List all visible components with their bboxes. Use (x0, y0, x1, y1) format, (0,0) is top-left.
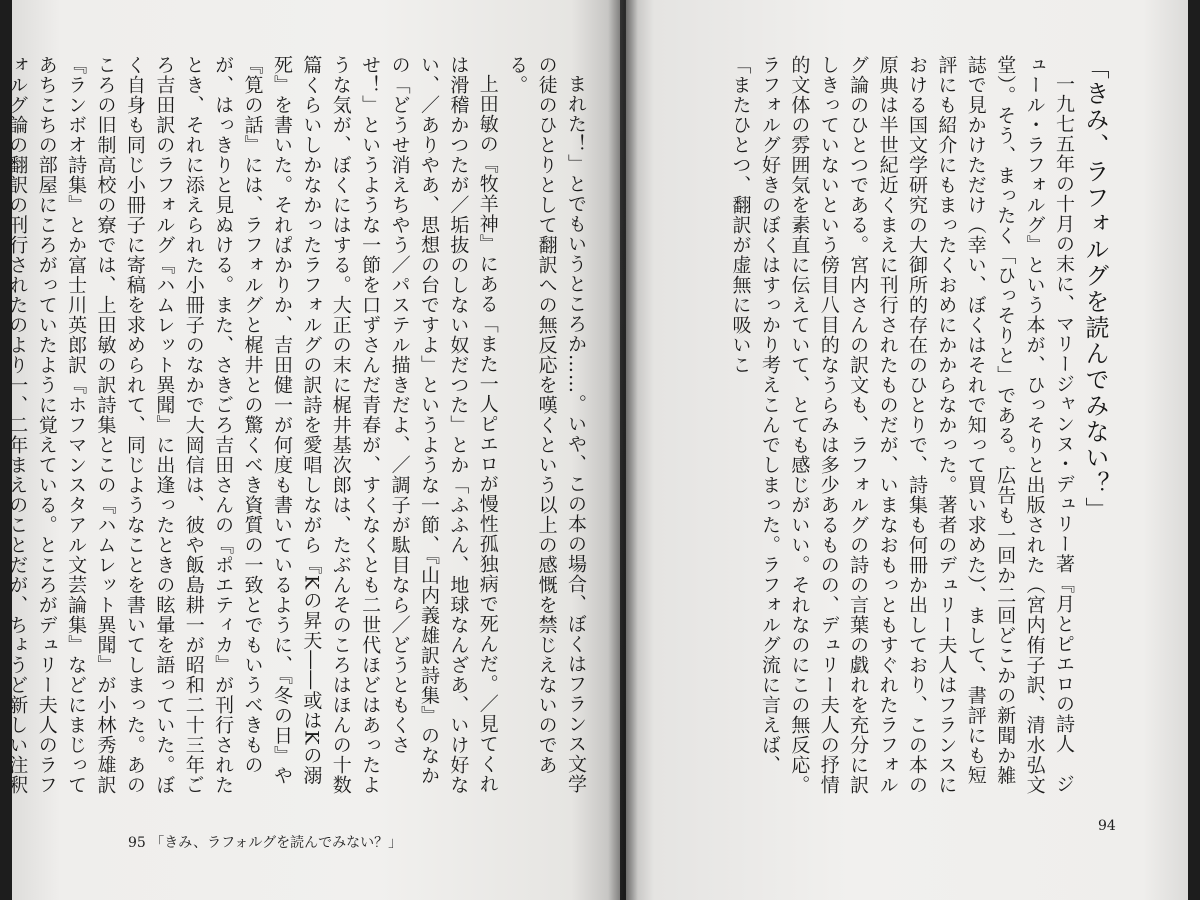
body-paragraph: 上田敏の『牧羊神』にある「また一人ピエロが慢性孤独病で死んだ。／見てくれは滑稽かつたが／垢抜のしない奴だつた」とか「ふふん、地球なんざあ、いけ好ない、／ありやあ、思想の台ですよ」というような一節、『山内義雄訳詩集』のなかの「どうせ消えちやう／パステル描きだよ、／調子が駄目なら／どうともくさせ！」というような一節を口ずさんだ青春が、すくなくとも二世代ほどはあったような気が、ぼくにはする。大正の末に梶井基次郎は、たぶんそのころはほんの十数篇くらいしかなかったラフォルグの訳詩を愛唱しながら『Kの昇天――或はKの溺死』を書いた。それぱかりか、吉田健一が何度も書いているように、『冬の日』や『筧の話』には、ラフォルグと梶井との驚くべき資質の一致とでもいうべきものが、はっきりと見ぬける。また、さきごろ吉田さんの『ポエティカ』が刊行されたとき、それに添えられた小冊子のなかで大岡信は、彼や飯島耕一が昭和二十三年ごろ吉田訳のラフォルグ『ハムレット異聞』に出逢ったときの眩暈を語っていた。ぼく自身も同じ小冊子に寄稿を求められて、同じようなことを書いてしまった。あのころの旧制高校の寮では、上田敏の訳詩集とこの『ハムレット異聞』が小林秀雄訳『ランボオ詩集』とか富士川英郎訳『ホフマンスタアル文芸論集』などにまじってあちこちの部屋にころがっていたように覚えている。ところがデュリー夫人のラフォルグ論の翻訳の刊行されたのより一、二年まえのことだが、ちょうど新しい注釈 (6, 55, 499, 795)
body-paragraph: まれた！」とでもいうところか……。いや、この本の場合、ぼくはフランス文学の徒のひとりとして翻訳への無反応を嘆くという以上の感慨を禁じえないのである。 (506, 55, 587, 794)
right-page-body (729, 55, 1078, 795)
left-page-body (6, 55, 590, 795)
chapter-title: 「きみ、ラフォルグを読んでみない？」 (1081, 55, 1109, 523)
right-book-edge (1188, 0, 1200, 900)
page-number-right: 94 (1098, 818, 1116, 834)
left-page (6, 0, 620, 900)
body-paragraph: 一九七五年の十月の末に、マリージャンヌ・デュリー著『月とピエロの詩人 ジュール・ラフォルグ』という本が、ひっそりと出版された（宮内侑子訳、清水弘文堂）。そう、まったく「ひっそりと」である。広告も一回か二回どこかの新聞か雑誌で見かけただけ（幸い、ぼくはそれで知って買い求めた）、まして、書評にも短評にも紹介にもまったくおめにかからなかった。著者のデュリー夫人はフランスにおける国文学研究の大御所的存在のひとりで、詩集も何冊か出しており、この本の原典は半世紀近くまえに刊行されたものだが、いまなおもっともすぐれたラフォルグ論のひとつである。宮内さんの訳文も、ラフォルグの詩の言葉の戯れを充分に訳しきっていないという傍目八目的なうらみは多少あるものの、デュリー夫人の抒情的文体の雰囲気を素直に伝えていて、とても感じがいい。それなのにこの無反応。ラフォルグ好きのぼくはすっかり考えこんでしまった。ラフォルグ流に言えば、「またひとつ、翻訳が虚無に吸いこ (729, 55, 1075, 795)
page-number-left: 95 「きみ、ラフォルグを読んでみない？」 (128, 835, 403, 851)
